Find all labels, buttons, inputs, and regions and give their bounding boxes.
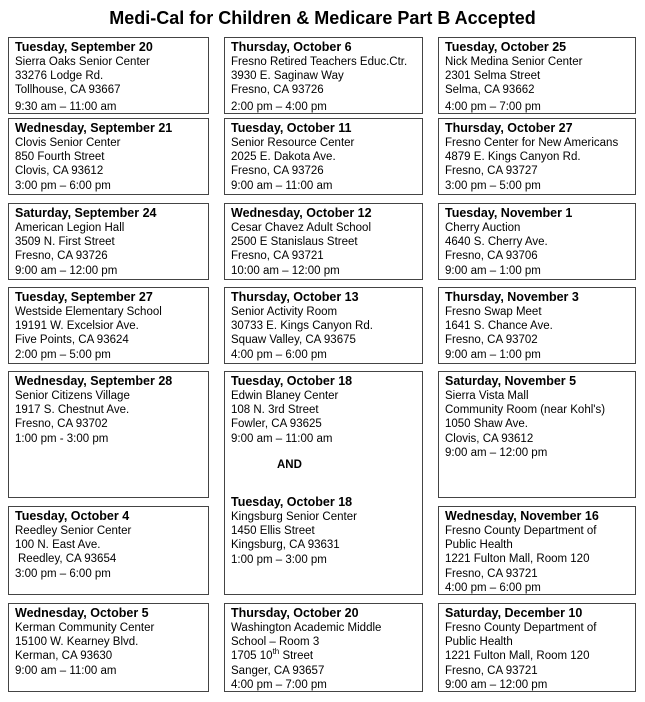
event-date: Tuesday, October 18 (231, 374, 353, 388)
event-city: Kerman, CA 93630 (15, 650, 113, 663)
event-time: 3:00 pm – 6:00 pm (15, 567, 111, 580)
event-card (224, 287, 423, 364)
event-street: 3930 E. Saginaw Way (231, 70, 344, 83)
event-date: Thursday, November 3 (445, 290, 579, 304)
event-card (8, 203, 209, 280)
event-venue: Reedley Senior Center (15, 525, 132, 537)
event-time: 9:30 am – 11:00 am (15, 100, 117, 113)
event-card (224, 603, 423, 692)
event-street: 1641 S. Chance Ave. (445, 320, 553, 333)
event-city: Five Points, CA 93624 (15, 334, 129, 347)
event-card (438, 506, 636, 595)
event-street: 108 N. 3rd Street (231, 404, 319, 417)
event-street: 100 N. East Ave. (15, 539, 101, 552)
event-venue: Senior Resource Center (231, 137, 355, 149)
event-venue-cont: Public Health (445, 636, 513, 649)
event-card (8, 371, 209, 498)
event-city: Fresno, CA 93721 (445, 567, 538, 580)
event-city: Clovis, CA 93612 (445, 432, 534, 445)
event-date: Saturday, September 24 (15, 206, 157, 220)
event-street: 19191 W. Excelsior Ave. (15, 320, 139, 333)
event-city: Fresno, CA 93726 (231, 165, 324, 178)
event-street: 3509 N. First Street (15, 236, 115, 249)
event-time: 1:00 pm – 3:00 pm (231, 553, 327, 566)
event-venue: Sierra Vista Mall (445, 390, 529, 402)
event-time: 1:00 pm - 3:00 pm (15, 432, 109, 445)
event-street: 30733 E. Kings Canyon Rd. (231, 320, 373, 333)
event-city: Fresno, CA 93706 (445, 250, 538, 263)
event-time: 2:00 pm – 5:00 pm (15, 348, 111, 361)
event-venue: Kingsburg Senior Center (231, 511, 357, 524)
event-card (8, 603, 209, 692)
event-venue: Nick Medina Senior Center (445, 56, 583, 68)
event-city: Fresno, CA 93727 (445, 165, 538, 178)
event-card (224, 203, 423, 280)
event-street: 1050 Shaw Ave. (445, 418, 528, 431)
event-card (438, 371, 636, 498)
event-street: 2301 Selma Street (445, 70, 541, 83)
event-time: 9:00 am – 12:00 pm (15, 264, 118, 277)
event-city: Tollhouse, CA 93667 (15, 84, 121, 97)
event-date: Wednesday, September 21 (15, 121, 173, 135)
event-venue: Edwin Blaney Center (231, 390, 339, 402)
event-street: 33276 Lodge Rd. (15, 70, 104, 83)
event-time: 9:00 am – 12:00 pm (445, 678, 548, 691)
page-title: Medi-Cal for Children & Medicare Part B Accepted (109, 8, 536, 28)
event-city: Sanger, CA 93657 (231, 664, 325, 677)
event-time: 9:00 am – 11:00 am (231, 432, 333, 445)
event-date: Tuesday, October 18 (231, 495, 353, 510)
event-card (224, 37, 423, 114)
event-venue: Sierra Oaks Senior Center (15, 56, 150, 68)
event-venue: Fresno County Department of (445, 525, 597, 537)
event-time: 4:00 pm – 6:00 pm (445, 581, 541, 594)
street-number: 1705 10 (231, 650, 273, 663)
event-street: 15100 W. Kearney Blvd. (15, 636, 139, 649)
event-street (231, 649, 417, 663)
event-time: 9:00 am – 1:00 pm (445, 264, 541, 277)
and-label: AND (277, 458, 302, 471)
event-time: 9:00 am – 11:00 am (231, 179, 333, 192)
event-city: Fresno, CA 93702 (445, 334, 538, 347)
event-venue-cont: Public Health (445, 539, 513, 552)
event-street: 1221 Fulton Mall, Room 120 (445, 650, 590, 663)
street-name: Street (279, 650, 314, 663)
event-time: 3:00 pm – 5:00 pm (445, 179, 541, 192)
event-time: 9:00 am – 11:00 am (15, 664, 117, 677)
event-venue: American Legion Hall (15, 222, 125, 234)
event-city: Selma, CA 93662 (445, 84, 535, 97)
event-venue: Fresno Center for New Americans (445, 137, 619, 149)
event-time: 2:00 pm – 4:00 pm (231, 100, 327, 113)
event-venue: Cesar Chavez Adult School (231, 222, 371, 234)
event-street: 2500 E Stanislaus Street (231, 236, 358, 249)
event-city: Fresno, CA 93726 (15, 250, 108, 263)
event-date: Wednesday, October 5 (15, 606, 149, 620)
event-street: 1450 Ellis Street (231, 525, 315, 538)
event-time: 4:00 pm – 6:00 pm (231, 348, 327, 361)
event-city: Squaw Valley, CA 93675 (231, 334, 356, 347)
event-card (8, 506, 209, 595)
event-card (438, 603, 636, 692)
event-date: Tuesday, October 4 (15, 509, 130, 523)
event-date: Thursday, October 27 (445, 121, 573, 135)
event-card (8, 287, 209, 364)
event-date: Tuesday, September 27 (15, 290, 153, 304)
event-card (438, 203, 636, 280)
event-venue: Fresno County Department of (445, 622, 597, 634)
event-date: Thursday, October 13 (231, 290, 359, 304)
event-venue: Washington Academic Middle (231, 622, 382, 634)
event-street: 2025 E. Dakota Ave. (231, 151, 336, 164)
event-city: Fresno, CA 93721 (231, 250, 324, 263)
event-venue-room: Community Room (near Kohl's) (445, 404, 606, 417)
event-venue: Fresno Swap Meet (445, 306, 542, 318)
event-time: 9:00 am – 12:00 pm (445, 446, 548, 459)
event-card (438, 118, 636, 195)
event-street: 1917 S. Chestnut Ave. (15, 404, 130, 417)
event-street: 1221 Fulton Mall, Room 120 (445, 553, 590, 566)
event-date: Tuesday, November 1 (445, 206, 573, 220)
event-city: Fresno, CA 93702 (15, 418, 108, 431)
event-street: 4879 E. Kings Canyon Rd. (445, 151, 581, 164)
event-date: Tuesday, October 25 (445, 40, 567, 54)
event-venue: Clovis Senior Center (15, 137, 121, 149)
event-date: Tuesday, September 20 (15, 40, 153, 54)
event-time: 4:00 pm – 7:00 pm (445, 100, 541, 113)
event-time: 3:00 pm – 6:00 pm (15, 179, 111, 192)
event-date: Wednesday, November 16 (445, 509, 599, 523)
event-city: Reedley, CA 93654 (18, 553, 117, 566)
event-city: Fowler, CA 93625 (231, 418, 322, 431)
event-city: Clovis, CA 93612 (15, 165, 104, 178)
event-card (438, 37, 636, 114)
event-card (438, 287, 636, 364)
event-date: Saturday, November 5 (445, 374, 577, 388)
event-date: Thursday, October 6 (231, 40, 352, 54)
event-street: 4640 S. Cherry Ave. (445, 236, 548, 249)
event-city: Fresno, CA 93721 (445, 664, 538, 677)
event-card (8, 37, 209, 114)
event-date: Saturday, December 10 (445, 606, 583, 620)
event-time: 10:00 am – 12:00 pm (231, 264, 340, 277)
event-card-double (224, 371, 423, 595)
event-card (8, 118, 209, 195)
event-venue: Senior Citizens Village (15, 390, 130, 402)
event-venue: Senior Activity Room (231, 306, 338, 318)
event-venue: Westside Elementary School (15, 306, 162, 318)
event-venue: Cherry Auction (445, 222, 521, 234)
event-date: Wednesday, September 28 (15, 374, 173, 388)
event-city: Kingsburg, CA 93631 (231, 539, 340, 552)
event-card (224, 118, 423, 195)
event-time: 4:00 pm – 7:00 pm (231, 678, 327, 691)
event-date: Thursday, October 20 (231, 606, 359, 620)
event-venue: Fresno Retired Teachers Educ.Ctr. (231, 56, 408, 68)
event-venue: Kerman Community Center (15, 622, 155, 634)
event-time: 9:00 am – 1:00 pm (445, 348, 541, 361)
event-date: Tuesday, October 11 (231, 121, 352, 135)
event-city: Fresno, CA 93726 (231, 84, 324, 97)
ordinal-suffix: th (272, 647, 280, 657)
event-street: 850 Fourth Street (15, 151, 105, 164)
event-venue-cont: School – Room 3 (231, 636, 320, 649)
event-date: Wednesday, October 12 (231, 206, 372, 220)
